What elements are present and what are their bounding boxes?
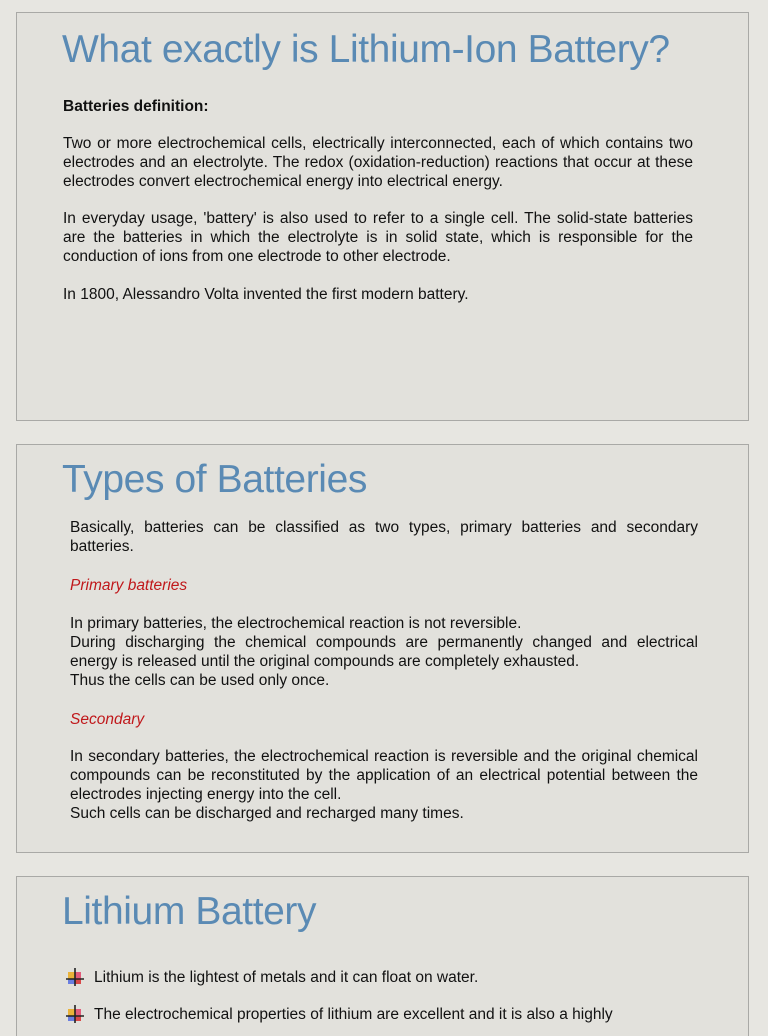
history-paragraph: In 1800, Alessandro Volta invented the first modern battery. xyxy=(63,286,469,303)
primary-batteries-heading: Primary batteries xyxy=(70,577,188,594)
pushpin-cross-icon xyxy=(65,1004,85,1024)
primary-batteries-body xyxy=(70,614,698,690)
slide-lithium-battery xyxy=(16,876,749,1036)
slide-types-of-batteries xyxy=(16,444,749,853)
bullet-item xyxy=(65,1005,705,1024)
bullet-text: Lithium is the lightest of metals and it can float on water. xyxy=(94,969,479,986)
primary-line: In primary batteries, the electrochemical reaction is not reversible. xyxy=(70,615,522,632)
bullet-item xyxy=(65,968,705,987)
slide-title: Lithium Battery xyxy=(62,890,317,933)
intro-paragraph: Basically, batteries can be classified as two types, primary batteries and secondary batteries. xyxy=(70,519,698,555)
secondary-batteries-heading: Secondary xyxy=(70,711,145,728)
definition-paragraph: Two or more electrochemical cells, electrically interconnected, each of which contains two electrodes and an electrolyte. The redox (oxidation-reduction) reactions that occur at these electrodes convert electrochemical energy into electrical energy. xyxy=(63,135,693,190)
usage-paragraph: In everyday usage, 'battery' is also used to refer to a single cell. The solid-state batteries are the batteries in which the electrolyte is in solid state, which is responsible for the conduction of ions from one electrode to other electrode. xyxy=(63,210,693,265)
slide-what-is-lithium-ion xyxy=(16,12,749,421)
primary-line: During discharging the chemical compounds are permanently changed and electrical energy is released until the original compounds are completely exhausted. xyxy=(70,634,698,670)
slide-title: What exactly is Lithium-Ion Battery? xyxy=(62,28,670,71)
slide-title: Types of Batteries xyxy=(62,458,367,501)
pushpin-cross-icon xyxy=(65,967,85,987)
bullet-text: The electrochemical properties of lithium are excellent and it is also a highly xyxy=(94,1006,613,1023)
primary-line: Thus the cells can be used only once. xyxy=(70,672,330,689)
secondary-batteries-body xyxy=(70,747,698,823)
secondary-line: In secondary batteries, the electrochemical reaction is reversible and the original chemical compounds can be reconstituted by the application of an electrical potential between the electrodes injecting energy into the cell. xyxy=(70,748,698,803)
definition-label: Batteries definition: xyxy=(63,98,209,115)
secondary-line: Such cells can be discharged and recharged many times. xyxy=(70,805,464,822)
